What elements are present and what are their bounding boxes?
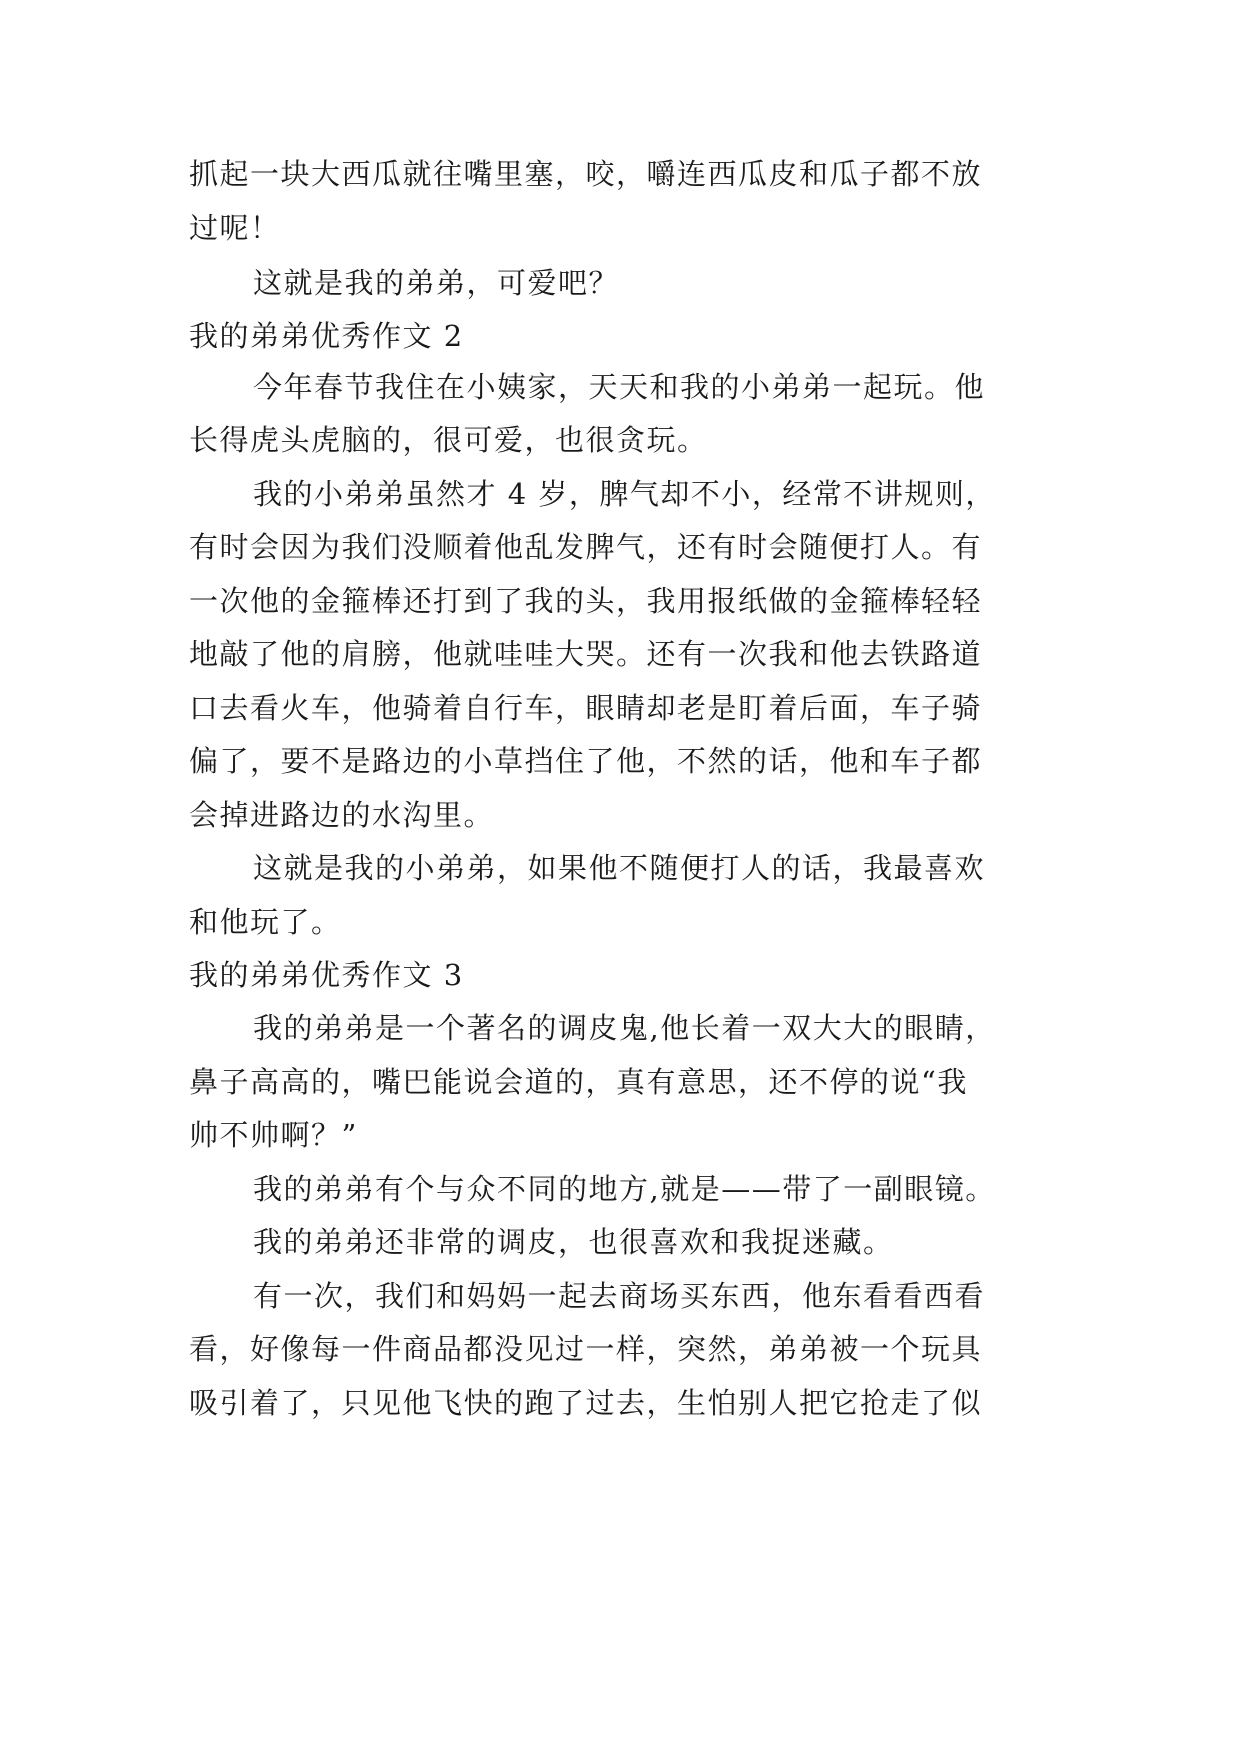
paragraph-start: 有一次，我们和妈妈一起去商场买东西，他东看看西看: [253, 1279, 986, 1313]
section-heading: 我的弟弟优秀作文 2: [189, 319, 464, 353]
text-line: 吸引着了，只见他飞快的跑了过去，生怕别人把它抢走了似: [189, 1386, 983, 1420]
paragraph-start: 我的弟弟还非常的调皮，也很喜欢和我捉迷藏。: [253, 1225, 894, 1259]
text-line: 地敲了他的肩膀，他就哇哇大哭。还有一次我和他去铁路道: [189, 637, 983, 671]
text-line: 偏了，要不是路边的小草挡住了他，不然的话，他和车子都: [189, 744, 983, 778]
paragraph-start: 这就是我的小弟弟，如果他不随便打人的话，我最喜欢: [253, 851, 986, 885]
text-line: 一次他的金箍棒还打到了我的头，我用报纸做的金箍棒轻轻: [189, 584, 983, 618]
paragraph-start: 今年春节我住在小姨家，天天和我的小弟弟一起玩。他: [253, 370, 986, 404]
text-line: 会掉进路边的水沟里。: [189, 798, 495, 832]
text-line: 长得虎头虎脑的，很可爱，也很贪玩。: [189, 423, 708, 457]
paragraph-start: 我的小弟弟虽然才 4 岁，脾气却不小，经常不讲规则，: [253, 477, 996, 511]
section-heading: 我的弟弟优秀作文 3: [189, 958, 464, 992]
text-line: 过呢！: [189, 211, 281, 245]
text-line: 有时会因为我们没顺着他乱发脾气，还有时会随便打人。有: [189, 530, 983, 564]
text-line: 看，好像每一件商品都没见过一样，突然，弟弟被一个玩具: [189, 1332, 983, 1366]
text-line: 鼻子高高的，嘴巴能说会道的，真有意思，还不停的说“我: [189, 1065, 968, 1099]
paragraph-start: 我的弟弟是一个著名的调皮鬼,他长着一双大大的眼睛，: [253, 1011, 996, 1045]
paragraph-start: 我的弟弟有个与众不同的地方,就是——带了一副眼镜。: [253, 1172, 996, 1206]
paragraph-start: 这就是我的弟弟，可爱吧？: [253, 266, 620, 300]
text-line: 帅不帅啊？”: [189, 1118, 358, 1152]
text-line: 抓起一块大西瓜就往嘴里塞，咬，嚼连西瓜皮和瓜子都不放: [189, 157, 983, 191]
text-line: 和他玩了。: [189, 905, 342, 939]
text-line: 口去看火车，他骑着自行车，眼睛却老是盯着后面，车子骑: [189, 691, 983, 725]
